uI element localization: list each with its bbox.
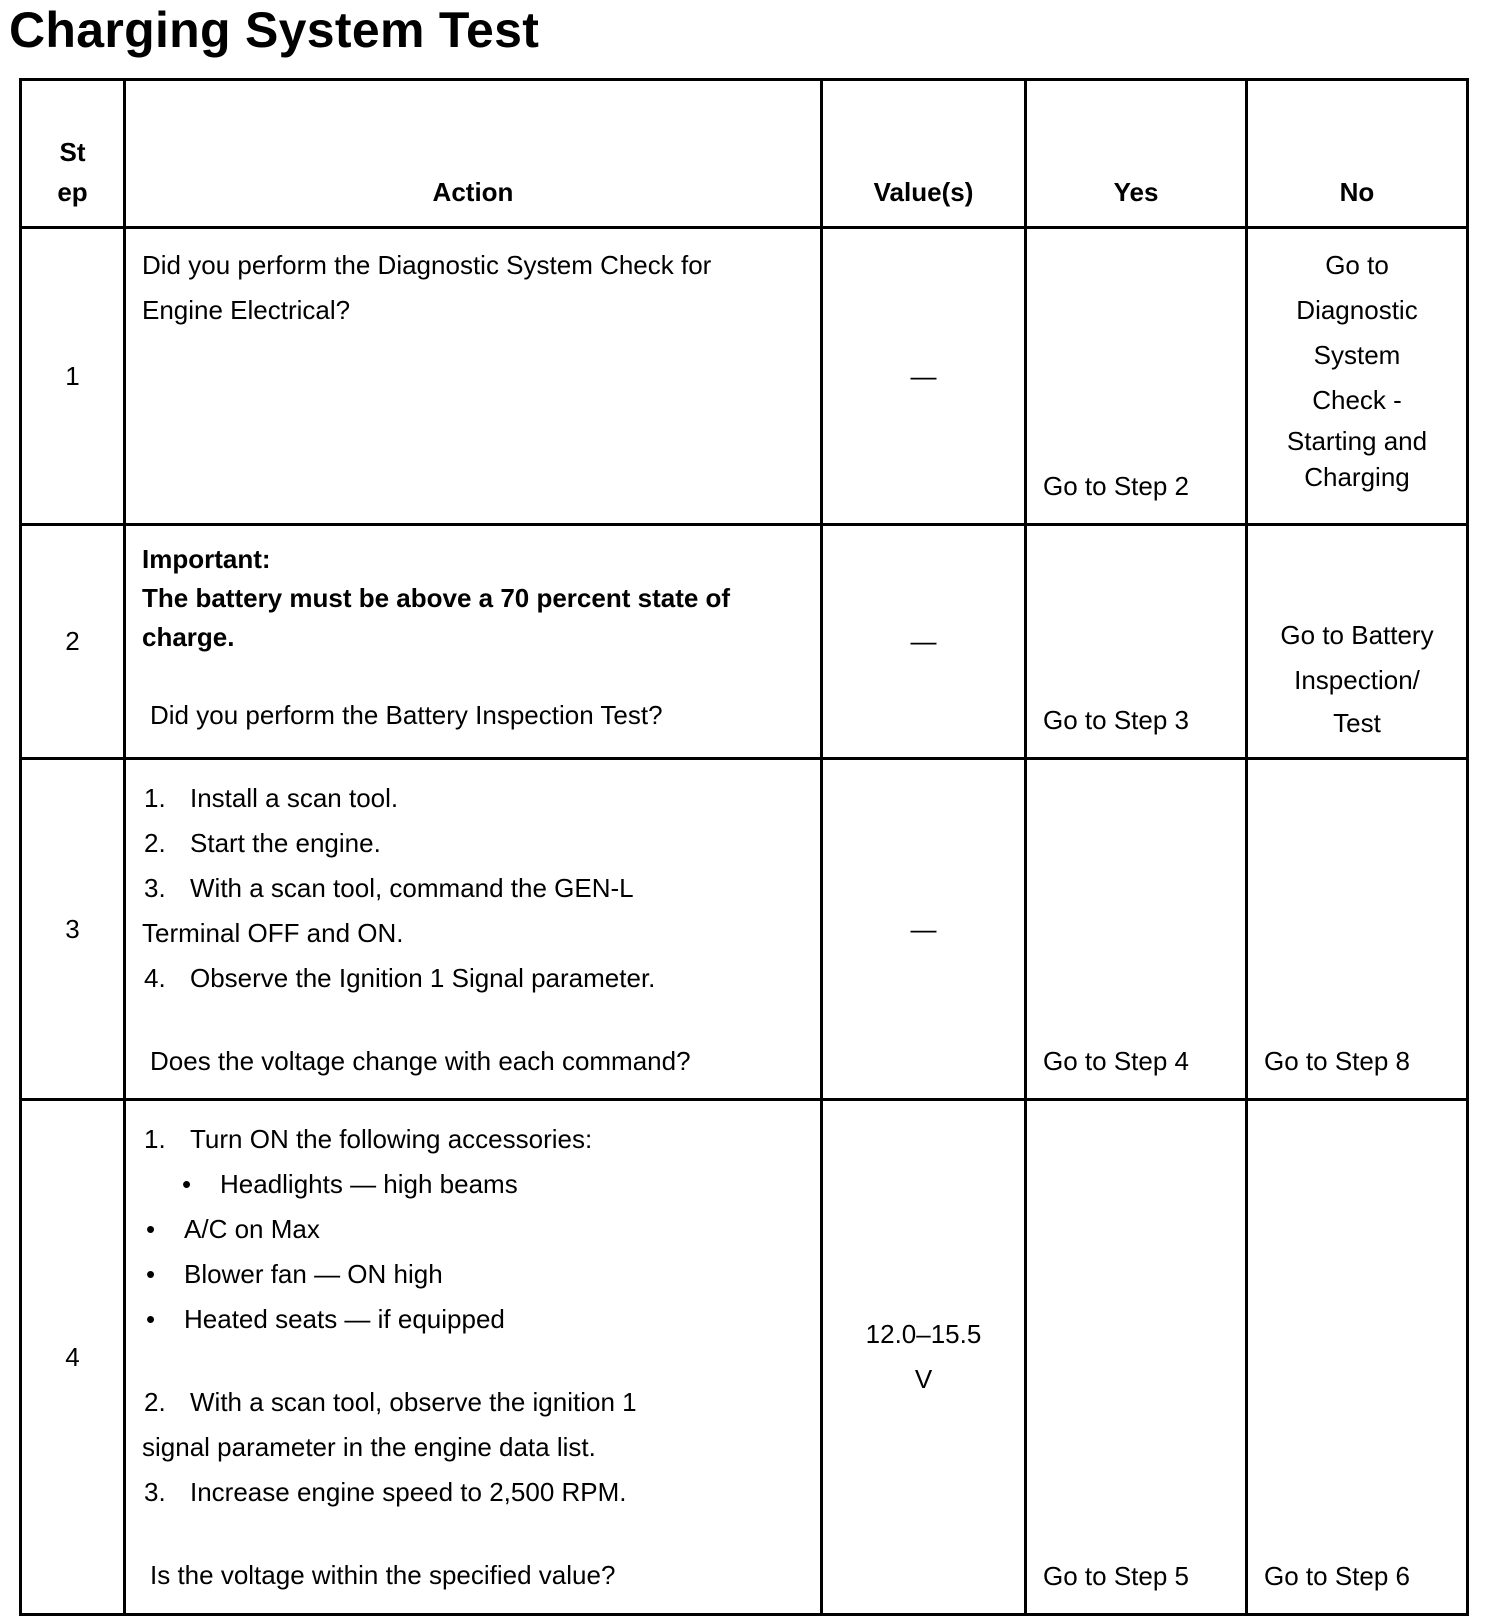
- no-line: Go to Battery: [1280, 620, 1434, 650]
- value-cell: —: [822, 525, 1026, 759]
- question-text: Does the voltage change with each command?: [150, 1046, 691, 1076]
- no-line: Starting and: [1286, 426, 1428, 456]
- sub-bullet-item: • Headlights — high beams: [182, 1169, 518, 1199]
- important-text: The battery must be above a 70 percent state of: [142, 583, 731, 613]
- table-row: [21, 1100, 1468, 1615]
- value-cell: —: [822, 228, 1026, 525]
- header-step: [21, 80, 125, 228]
- header-step-line2: ep: [57, 177, 88, 207]
- table-row: [21, 525, 1468, 759]
- no-line: Check -: [1312, 385, 1402, 415]
- action-cell: [125, 1100, 822, 1615]
- list-item: 3. With a scan tool, command the GEN-L: [144, 873, 634, 903]
- question-text: Is the voltage within the specified value?: [150, 1560, 616, 1590]
- no-line: Charging: [1304, 462, 1410, 492]
- table-row: [21, 759, 1468, 1100]
- list-item: 1. Install a scan tool.: [144, 783, 399, 813]
- step-number: 2: [21, 525, 125, 759]
- header-yes: Yes: [1026, 80, 1247, 228]
- list-item: signal parameter in the engine data list.: [142, 1432, 596, 1462]
- no-cell: [1247, 228, 1468, 525]
- action-cell: [125, 525, 822, 759]
- no-cell: [1247, 525, 1468, 759]
- value-line: V: [914, 1364, 933, 1394]
- no-line: System: [1313, 340, 1401, 370]
- no-line: Go to: [1325, 250, 1389, 280]
- bullet-item: • A/C on Max: [146, 1214, 320, 1244]
- header-row: [21, 80, 1468, 228]
- yes-cell: Go to Step 2: [1026, 228, 1247, 525]
- step-number: 1: [21, 228, 125, 525]
- no-cell: Go to Step 8: [1247, 759, 1468, 1100]
- list-item: 1. Turn ON the following accessories:: [144, 1124, 593, 1154]
- step-number: 4: [21, 1100, 125, 1615]
- yes-cell: Go to Step 4: [1026, 759, 1247, 1100]
- page-title: Charging System Test: [9, 2, 540, 58]
- action-text: Engine Electrical?: [142, 295, 351, 325]
- value-cell: [822, 1100, 1026, 1615]
- yes-cell: Go to Step 3: [1026, 525, 1247, 759]
- list-item: 2. With a scan tool, observe the ignition 1: [144, 1387, 637, 1417]
- bullet-item: • Blower fan — ON high: [146, 1259, 443, 1289]
- list-item: 3. Increase engine speed to 2,500 RPM.: [144, 1477, 627, 1507]
- header-action: Action: [125, 80, 822, 228]
- value-cell: —: [822, 759, 1026, 1100]
- important-label: Important:: [142, 544, 271, 574]
- table-row: [21, 228, 1468, 525]
- header-values: Value(s): [822, 80, 1026, 228]
- header-step-line1: St: [59, 137, 86, 167]
- important-text: charge.: [142, 622, 235, 652]
- value-line: 12.0–15.5: [865, 1319, 982, 1349]
- no-line: Test: [1333, 708, 1381, 738]
- charging-test-table: [19, 78, 1469, 1616]
- action-cell: [125, 228, 822, 525]
- no-cell: Go to Step 6: [1247, 1100, 1468, 1615]
- list-item: 2. Start the engine.: [144, 828, 381, 858]
- bullet-item: • Heated seats — if equipped: [146, 1304, 505, 1334]
- question-text: Did you perform the Battery Inspection Test?: [150, 700, 663, 730]
- action-cell: [125, 759, 822, 1100]
- header-no: No: [1247, 80, 1468, 228]
- step-number: 3: [21, 759, 125, 1100]
- yes-cell: Go to Step 5: [1026, 1100, 1247, 1615]
- no-line: Inspection/: [1294, 665, 1420, 695]
- list-item: 4. Observe the Ignition 1 Signal parameter.: [144, 963, 656, 993]
- action-text: Did you perform the Diagnostic System Check for: [142, 250, 712, 280]
- no-line: Diagnostic: [1296, 295, 1418, 325]
- list-item: Terminal OFF and ON.: [142, 918, 404, 948]
